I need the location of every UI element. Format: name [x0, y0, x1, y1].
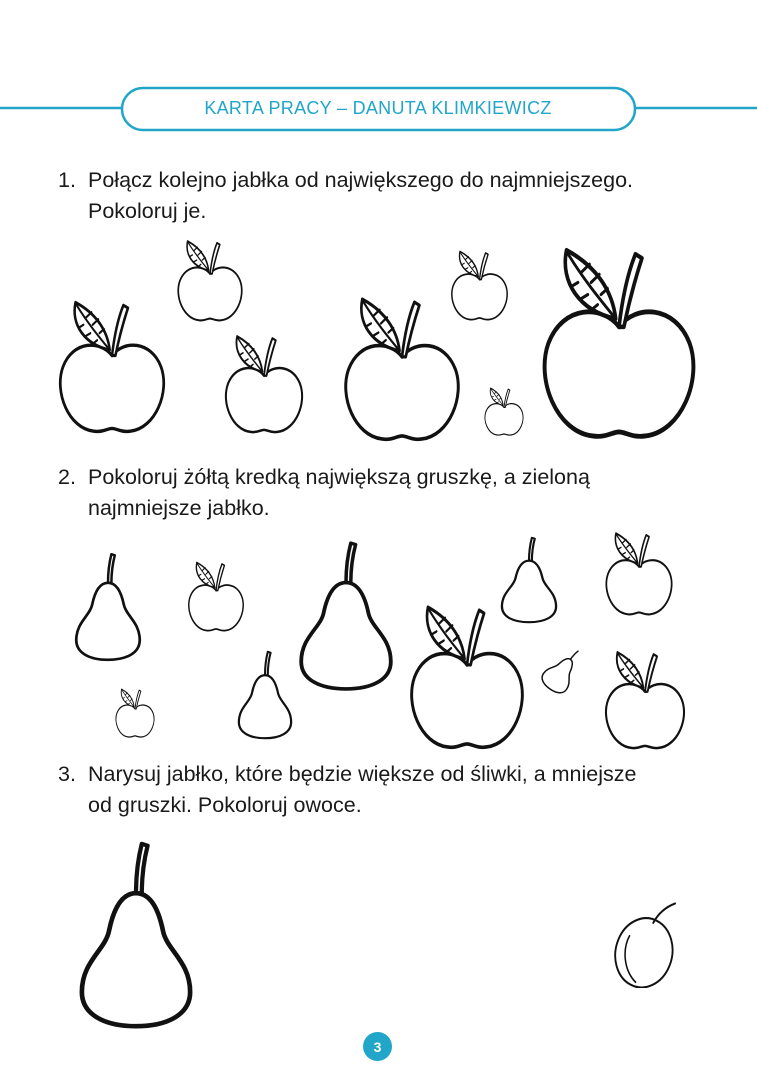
task-number: 3. [58, 762, 76, 786]
apple-medium-2 [222, 330, 306, 434]
apple-small-2 [186, 558, 246, 632]
pear-largest [298, 540, 394, 692]
plum-reference [608, 900, 686, 988]
pear-reference [78, 840, 194, 1030]
task-text-line: Narysuj jabłko, które będzie większe od śliwki, a mniejsze [88, 762, 637, 786]
task-number: 2. [58, 465, 76, 489]
header-title: KARTA PRACY – DANUTA KLIMKIEWICZ [204, 97, 552, 118]
apple-smallest-2 [114, 686, 156, 738]
apple-smallest [483, 385, 525, 436]
pear-small-2 [500, 536, 558, 624]
task-2-instruction [58, 462, 590, 524]
apple-largest [537, 238, 701, 440]
task-1-instruction [58, 165, 633, 227]
task-text-line: najmniejsze jabłko. [88, 496, 270, 520]
task-text-line: od gruszki. Pokoloruj owoce. [88, 793, 362, 817]
apple-large-1 [55, 294, 169, 434]
task-3-instruction [58, 759, 636, 821]
task-number: 1. [58, 168, 76, 192]
pear-tiny [538, 645, 588, 695]
task-text-line: Pokoloruj żółtą kredką największą gruszkę, a zieloną [88, 465, 590, 489]
pear-medium-1 [74, 552, 142, 662]
page-number-badge: 3 [363, 1032, 392, 1061]
pear-small-1 [237, 650, 293, 740]
apple-large-2 [340, 290, 464, 442]
task-text-line: Pokoloruj je. [88, 199, 207, 223]
apple-medium-3 [603, 528, 675, 616]
apple-small-1 [449, 247, 510, 321]
apple-medium-4 [602, 646, 688, 750]
apple-medium-1 [175, 236, 245, 322]
task-text-line: Połącz kolejno jabłka od największego do najmniejszego. [88, 168, 633, 192]
